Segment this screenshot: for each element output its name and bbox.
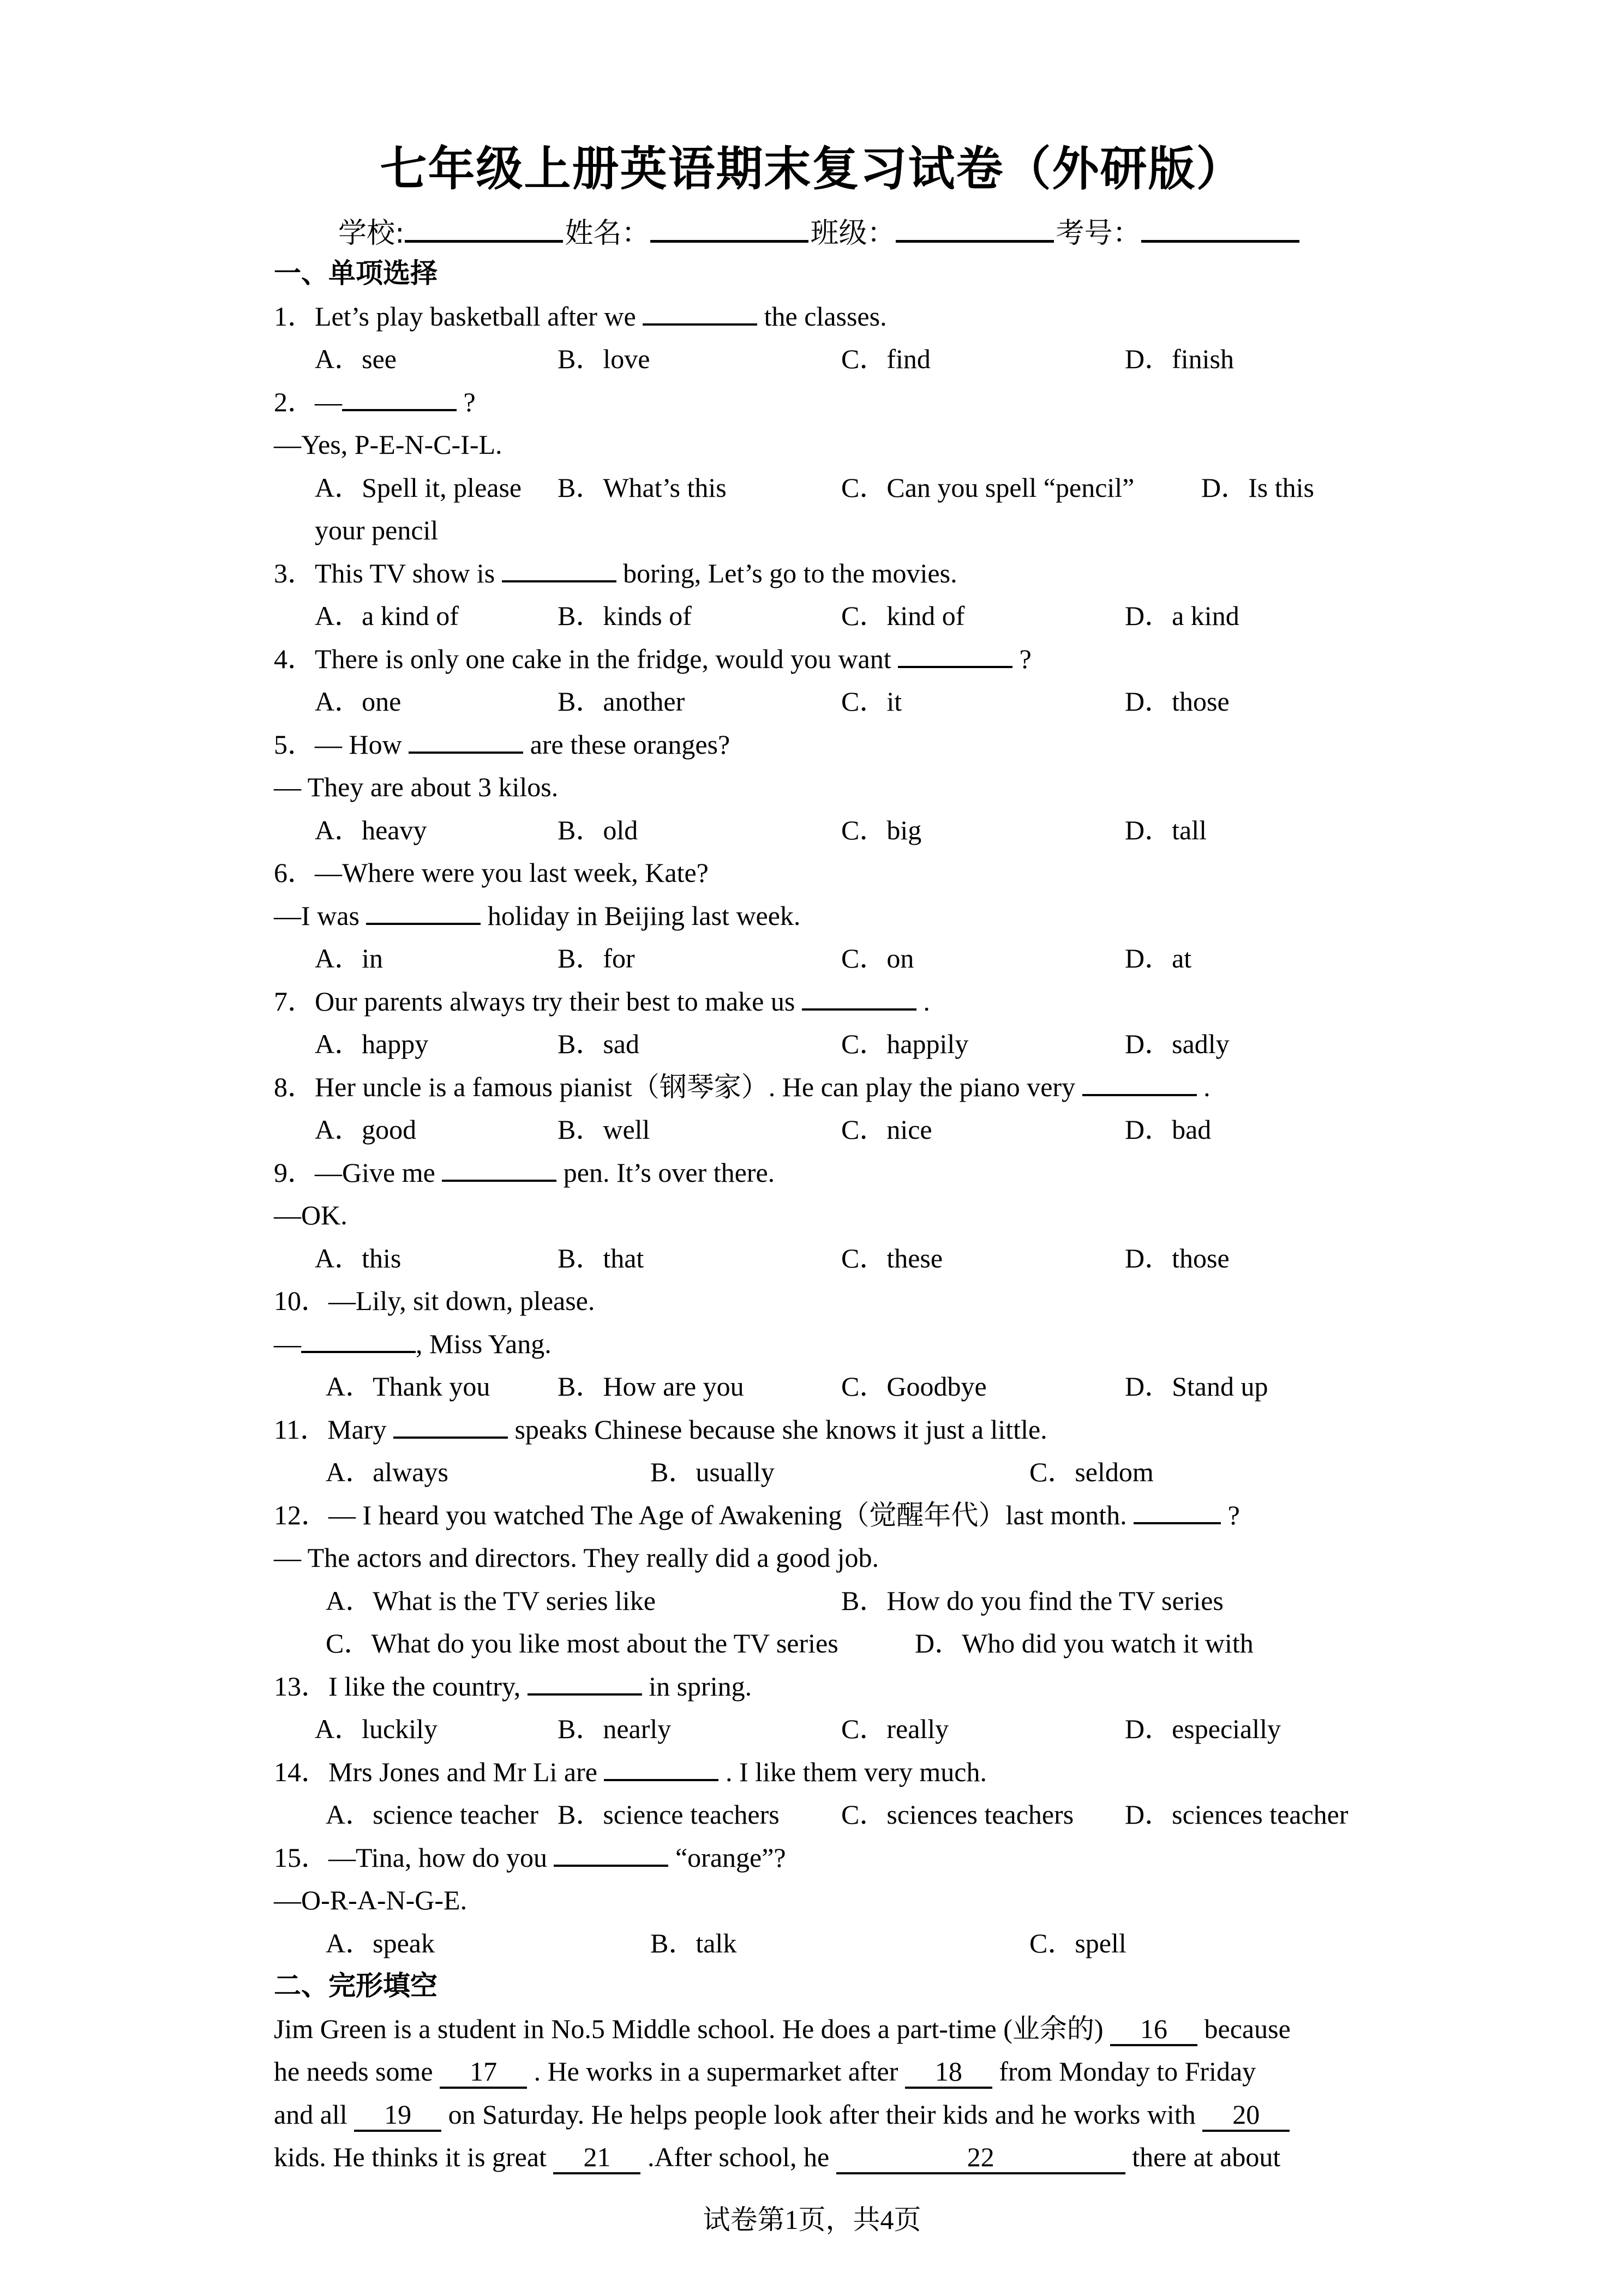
question-stem	[274, 1151, 1365, 1194]
question-number: 8．	[274, 1071, 315, 1102]
option-b[interactable]: B．science teachers	[558, 1799, 780, 1830]
number-field[interactable]	[1141, 216, 1299, 243]
reply-text: —O-R-A-N-G-E.	[274, 1885, 468, 1915]
option-c[interactable]: C．these	[841, 1242, 943, 1273]
question-text: Let’s play basketball after we	[315, 300, 636, 332]
question-stem	[274, 1836, 1365, 1879]
answer-blank[interactable]	[1082, 1094, 1197, 1096]
question-stem	[274, 1494, 1365, 1537]
options-row-wrap	[274, 509, 1365, 552]
question-text: Her uncle is a famous pianist（钢琴家）. He can play the piano very	[315, 1071, 1076, 1102]
name-field[interactable]	[650, 216, 808, 243]
reply-text: —I was	[274, 900, 359, 931]
option-b[interactable]: B．usually	[650, 1457, 775, 1487]
option-b[interactable]: B．How are you	[558, 1371, 744, 1402]
option-c[interactable]: C．kind of	[841, 600, 965, 631]
option-b[interactable]: B．love	[558, 344, 650, 374]
dialogue-reply	[274, 894, 1365, 937]
reply-text: —	[274, 1328, 301, 1359]
page-footer: 试卷第1页，共4页	[703, 2204, 921, 2235]
options-row	[274, 1922, 1365, 1965]
option-c[interactable]: C．Goodbye	[841, 1371, 987, 1402]
option-b[interactable]: B．talk	[650, 1927, 737, 1958]
answer-blank[interactable]	[366, 923, 481, 925]
option-b[interactable]: B．that	[558, 1242, 644, 1273]
question-number: 6．	[274, 857, 315, 888]
reply-text: — They are about 3 kilos.	[274, 772, 559, 802]
question-stem	[274, 723, 1365, 766]
answer-blank[interactable]	[409, 752, 523, 754]
dialogue-reply	[274, 423, 1365, 466]
answer-blank[interactable]	[301, 1351, 416, 1353]
option-d[interactable]: D．Who did you watch it with	[915, 1628, 1254, 1658]
question-number: 15．	[274, 1842, 328, 1873]
question-number: 12．	[274, 1499, 328, 1530]
option-d[interactable]: D．sadly	[1125, 1029, 1230, 1059]
question-text-after: .	[923, 985, 930, 1017]
option-c[interactable]: C．seldom	[1029, 1457, 1154, 1487]
question-stem	[274, 851, 1365, 894]
question-text: I like the country,	[328, 1670, 521, 1702]
question-text-after: .	[1203, 1071, 1210, 1102]
option-d[interactable]: D．bad	[1125, 1114, 1212, 1145]
question-stem	[274, 638, 1365, 681]
question-text-after: ?	[1019, 643, 1032, 674]
option-d[interactable]: D．sciences teacher	[1125, 1799, 1349, 1830]
passage-text: Jim Green is a student in No.5 Middle school. He does a part-time (业余的)	[274, 2013, 1111, 2044]
option-b[interactable]: B．nearly	[558, 1714, 672, 1744]
option-c[interactable]: C．happily	[841, 1029, 969, 1059]
reply-text: —OK.	[274, 1200, 347, 1230]
option-a[interactable]: A．good	[315, 1114, 417, 1145]
answer-blank[interactable]	[898, 666, 1012, 668]
options-row	[274, 1023, 1365, 1066]
question-text: There is only one cake in the fridge, would you want	[315, 643, 891, 674]
question-text: — I heard you watched The Age of Awakening（觉醒年代）last month.	[328, 1499, 1127, 1530]
question-text: This TV show is	[315, 557, 495, 588]
option-a[interactable]: A．Thank you	[326, 1371, 490, 1402]
question-number: 1．	[274, 300, 315, 332]
question-text: Mary	[327, 1414, 387, 1445]
option-a[interactable]: A．What is the TV series like	[326, 1585, 656, 1616]
question-text: — How	[315, 729, 402, 760]
options-row	[274, 1108, 1365, 1151]
answer-blank[interactable]	[802, 1008, 916, 1011]
option-b[interactable]: B．How do you find the TV series	[841, 1585, 1224, 1616]
question-text: —Where were you last week, Kate?	[315, 857, 709, 888]
student-info-row	[338, 210, 1302, 251]
option-c[interactable]: C．What do you like most about the TV series	[326, 1628, 838, 1658]
option-a[interactable]: A．heavy	[315, 814, 427, 845]
reply-text-after: holiday in Beijing last week.	[487, 900, 801, 931]
options-row	[274, 1237, 1365, 1280]
section-title: 一、单项选择	[274, 257, 438, 289]
question-stem	[274, 1665, 1365, 1708]
options-row	[274, 594, 1365, 638]
options-row	[274, 1622, 1365, 1665]
option-d[interactable]: D．tall	[1125, 814, 1207, 845]
dialogue-reply	[274, 1879, 1365, 1922]
question-stem	[274, 980, 1365, 1023]
option-d[interactable]: D．finish	[1125, 344, 1234, 374]
option-b[interactable]: B．sad	[558, 1029, 639, 1059]
cloze-passage-line	[274, 2136, 1365, 2179]
option-a[interactable]: A．one	[315, 686, 401, 717]
cloze-passage-line	[274, 2008, 1365, 2051]
options-row	[274, 338, 1365, 381]
question-number: 7．	[274, 985, 315, 1017]
section-heading	[274, 1964, 1365, 2008]
question-stem	[274, 1751, 1365, 1794]
question-number: 9．	[274, 1157, 315, 1188]
options-row	[274, 1451, 1365, 1494]
option-d[interactable]: D．at	[1125, 943, 1192, 973]
question-number: 5．	[274, 729, 315, 760]
question-stem	[274, 1408, 1365, 1451]
question-stem	[274, 381, 1365, 424]
question-number: 2．	[274, 386, 315, 417]
option-d[interactable]: D．Is this	[1201, 472, 1314, 503]
passage-text: .After school, he	[640, 2142, 836, 2172]
reply-text: —Yes, P-E-N-C-I-L.	[274, 429, 502, 460]
answer-blank[interactable]	[442, 1180, 556, 1182]
question-text-after: speaks Chinese because she knows it just a little.	[514, 1414, 1047, 1445]
option-d-continued[interactable]: your pencil	[315, 515, 439, 545]
option-a[interactable]: A．speak	[326, 1927, 435, 1958]
question-text-after: in spring.	[649, 1670, 752, 1702]
class-field[interactable]	[896, 216, 1054, 243]
dialogue-reply	[274, 1536, 1365, 1579]
question-number: 4．	[274, 643, 315, 674]
answer-blank[interactable]	[342, 409, 457, 411]
school-label: 学校:	[338, 217, 405, 250]
question-text-after: . I like them very much.	[725, 1756, 987, 1787]
option-d[interactable]: D．those	[1125, 1242, 1230, 1273]
cloze-blank-16[interactable]: 16	[1110, 2013, 1197, 2046]
option-c[interactable]: C．Can you spell “pencil”	[841, 472, 1135, 503]
options-row	[274, 680, 1365, 723]
passage-text: there at about	[1125, 2142, 1281, 2172]
question-text: Mrs Jones and Mr Li are	[328, 1756, 597, 1787]
question-text: —Tina, how do you	[328, 1842, 547, 1873]
section-heading	[274, 252, 1365, 295]
question-number: 3．	[274, 557, 315, 588]
options-row	[274, 1365, 1365, 1408]
question-text-after: “orange”?	[675, 1842, 786, 1873]
passage-text: . He works in a supermarket after	[527, 2056, 905, 2087]
question-text-after: ?	[1227, 1499, 1240, 1530]
dialogue-reply	[274, 766, 1365, 809]
question-stem	[274, 1279, 1365, 1323]
reply-text-after: , Miss Yang.	[416, 1328, 552, 1359]
question-stem	[274, 295, 1365, 338]
option-a[interactable]: A．science teacher	[326, 1799, 539, 1830]
option-a[interactable]: A．in	[315, 943, 383, 973]
option-a[interactable]: A．luckily	[315, 1714, 438, 1744]
option-a[interactable]: A．happy	[315, 1029, 429, 1059]
options-row	[274, 937, 1365, 980]
reply-text: — The actors and directors. They really did a good job.	[274, 1542, 879, 1573]
section-title: 二、完形填空	[274, 1970, 438, 2002]
passage-text: and all	[274, 2099, 355, 2130]
question-text: —Give me	[315, 1157, 435, 1188]
school-field[interactable]	[405, 216, 563, 243]
options-row	[274, 809, 1365, 852]
option-b[interactable]: B．well	[558, 1114, 650, 1145]
question-number: 11．	[274, 1414, 328, 1445]
cloze-blank-22[interactable]: 22	[836, 2142, 1125, 2174]
question-number: 10．	[274, 1285, 328, 1316]
option-c[interactable]: C．sciences teachers	[841, 1799, 1074, 1830]
passage-text: from Monday to Friday	[992, 2056, 1256, 2087]
answer-blank[interactable]	[604, 1779, 718, 1781]
question-text-after: ?	[463, 386, 476, 417]
option-d[interactable]: D．especially	[1125, 1714, 1281, 1744]
cloze-passage-line	[274, 2093, 1365, 2136]
option-c[interactable]: C．really	[841, 1714, 949, 1744]
option-a[interactable]: A．see	[315, 344, 397, 374]
answer-blank[interactable]	[1134, 1522, 1221, 1524]
question-text-after: pen. It’s over there.	[563, 1157, 775, 1188]
option-b[interactable]: B．old	[558, 814, 638, 845]
option-d[interactable]: D．those	[1125, 686, 1230, 717]
option-c[interactable]: C．find	[841, 344, 931, 374]
option-a[interactable]: A．this	[315, 1242, 401, 1273]
cloze-blank-18[interactable]: 18	[905, 2056, 992, 2089]
option-a[interactable]: A．always	[326, 1457, 448, 1487]
question-stem	[274, 1066, 1365, 1109]
dialogue-reply	[274, 1194, 1365, 1237]
cloze-blank-17[interactable]: 17	[440, 2056, 527, 2089]
option-c[interactable]: C．big	[841, 814, 922, 845]
question-text: Our parents always try their best to make us	[315, 985, 795, 1017]
option-b[interactable]: B．for	[558, 943, 635, 973]
passage-text: he needs some	[274, 2056, 440, 2087]
name-label: 姓名：	[565, 217, 650, 250]
question-text: —Lily, sit down, please.	[328, 1285, 595, 1316]
option-a[interactable]: A．Spell it, please	[315, 472, 522, 503]
option-d[interactable]: D．a kind	[1125, 600, 1239, 631]
cloze-blank-19[interactable]: 19	[354, 2099, 441, 2132]
option-a[interactable]: A．a kind of	[315, 600, 459, 631]
option-b[interactable]: B．kinds of	[558, 600, 692, 631]
cloze-blank-21[interactable]: 21	[553, 2142, 640, 2174]
option-c[interactable]: C．spell	[1029, 1927, 1126, 1958]
option-b[interactable]: B．What’s this	[558, 472, 727, 503]
option-c[interactable]: C．on	[841, 943, 914, 973]
question-text: —	[315, 386, 342, 417]
question-text-after: the classes.	[764, 300, 887, 332]
passage-text: because	[1197, 2013, 1291, 2044]
option-c[interactable]: C．it	[841, 686, 902, 717]
options-row	[274, 1793, 1365, 1836]
passage-text: on Saturday. He helps people look after their kids and he works with	[441, 2099, 1203, 2130]
question-number: 13．	[274, 1670, 328, 1702]
option-c[interactable]: C．nice	[841, 1114, 932, 1145]
answer-blank[interactable]	[393, 1436, 508, 1439]
question-text-after: are these oranges?	[530, 729, 730, 760]
dialogue-reply	[274, 1323, 1365, 1366]
number-label: 考号：	[1056, 217, 1141, 250]
exam-content	[274, 252, 1365, 2179]
answer-blank[interactable]	[643, 323, 757, 326]
question-text-after: boring, Let’s go to the movies.	[623, 557, 957, 588]
options-row	[274, 466, 1365, 509]
question-number: 14．	[274, 1756, 328, 1787]
option-b[interactable]: B．another	[558, 686, 685, 717]
question-stem	[274, 552, 1365, 595]
answer-blank[interactable]	[528, 1693, 642, 1696]
page-title: 七年级上册英语期末复习试卷（外研版）	[380, 142, 1244, 196]
options-row	[274, 1708, 1365, 1751]
options-row	[274, 1579, 1365, 1622]
class-label: 班级：	[810, 217, 896, 250]
answer-blank[interactable]	[554, 1865, 668, 1867]
passage-text: kids. He thinks it is great	[274, 2142, 554, 2172]
cloze-blank-20[interactable]: 20	[1202, 2099, 1290, 2132]
option-d[interactable]: D．Stand up	[1125, 1371, 1268, 1402]
cloze-passage-line	[274, 2050, 1365, 2093]
answer-blank[interactable]	[502, 580, 616, 582]
